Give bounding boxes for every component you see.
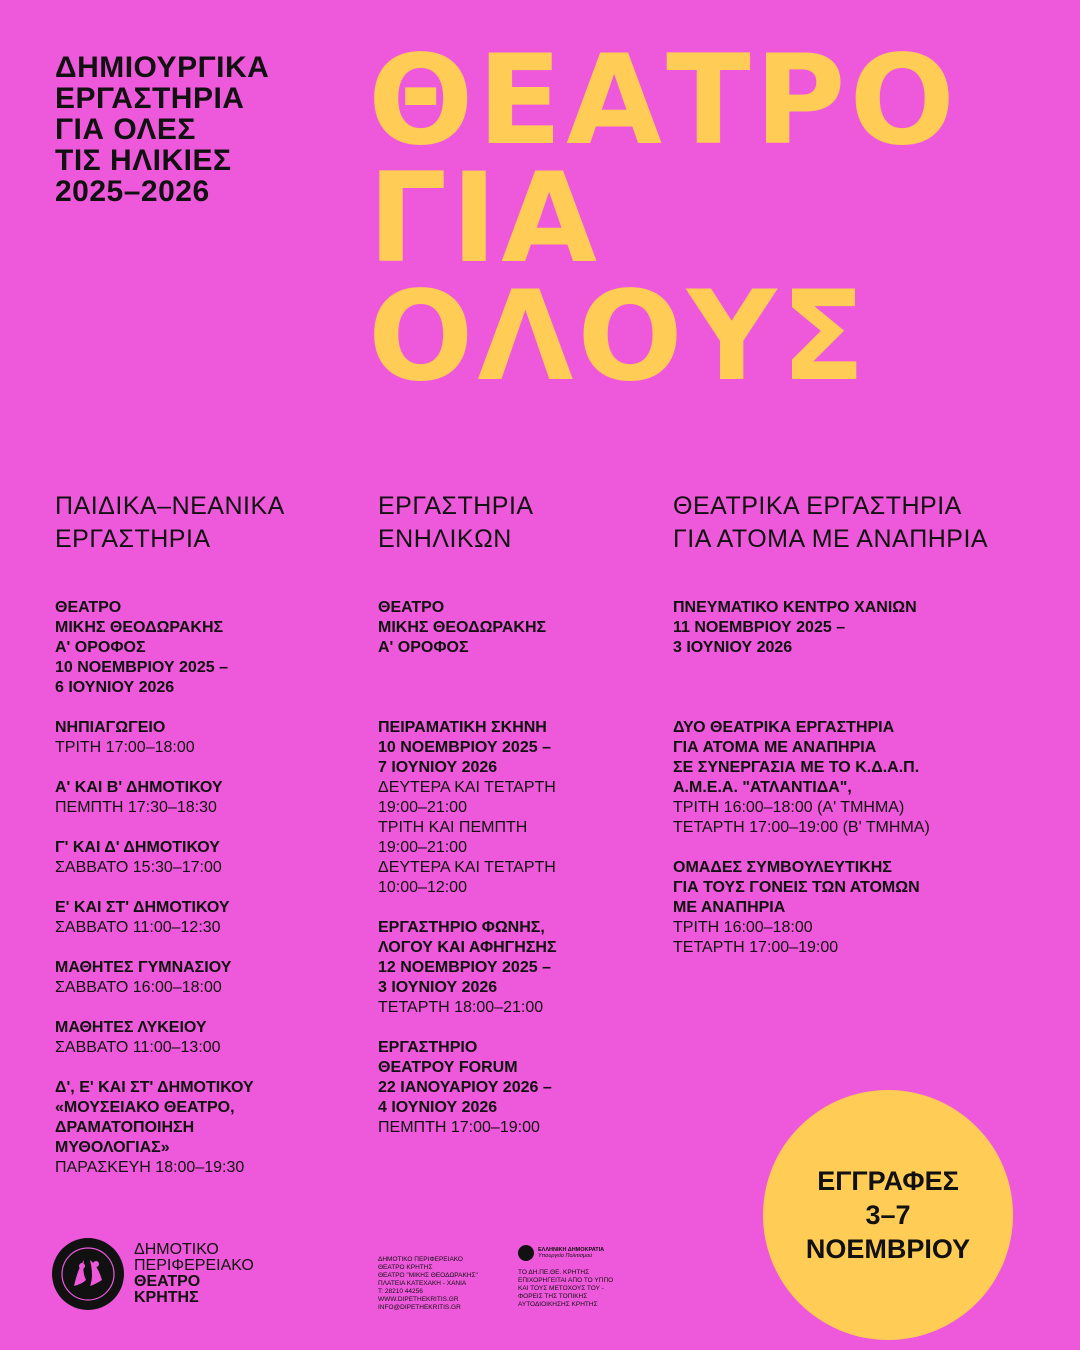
- venue-line: ΘΕΑΤΡΟ: [55, 599, 122, 616]
- workshop-time: ΤΕΤΑΡΤΗ 18:00–21:00: [378, 999, 544, 1016]
- contact-line: ΘΕΑΤΡΟ "ΜΙΚΗΣ ΘΕΟΔΩΡΑΚΗΣ": [378, 1272, 478, 1279]
- sponsor-line: ΤΟ ΔΗ.ΠΕ.ΘΕ. ΚΡΗΤΗΣ: [518, 1269, 590, 1276]
- adult-workshops-column: [378, 490, 658, 1158]
- group-name: ΔΡΑΜΑΤΟΠΟΙΗΣΗ: [55, 1119, 195, 1136]
- theatre-logo: [52, 1238, 254, 1310]
- schedule-item: [55, 778, 355, 818]
- column-heading: [673, 490, 1053, 556]
- ministry-label: Υπουργείο Πολιτισμού: [538, 1253, 593, 1259]
- sponsor-line: ΚΑΙ ΤΟΥΣ ΜΕΤΟΧΟΥΣ ΤΟΥ -: [518, 1285, 604, 1292]
- contact-line: Τ: 28210 44256: [378, 1288, 423, 1295]
- registration-badge: [763, 1090, 1013, 1340]
- workshop-title: ΓΙΑ ΤΟΥΣ ΓΟΝΕΙΣ ΤΩΝ ΑΤΟΜΩΝ: [673, 879, 920, 896]
- workshop-title: ΟΜΑΔΕΣ ΣΥΜΒΟΥΛΕΥΤΙΚΗΣ: [673, 859, 892, 876]
- column-heading: [55, 490, 355, 556]
- logo-wordmark: [134, 1242, 254, 1306]
- heading-line: ΠΑΙΔΙΚΑ–ΝΕΑΝΙΚΑ: [55, 492, 285, 520]
- children-workshops-column: [55, 490, 355, 1198]
- venue-line: 6 ΙΟΥΝΙΟΥ 2026: [55, 679, 175, 696]
- badge-line: 3–7: [865, 1200, 911, 1230]
- badge-line: ΕΓΓΡΑΦΕΣ: [817, 1166, 959, 1196]
- workshop-title: ΛΟΓΟΥ ΚΑΙ ΑΦΗΓΗΣΗΣ: [378, 939, 557, 956]
- group-name: ΜΑΘΗΤΕΣ ΓΥΜΝΑΣΙΟΥ: [55, 959, 232, 976]
- schedule-item: [55, 958, 355, 998]
- workshop-time: ΔΕΥΤΕΡΑ ΚΑΙ ΤΕΤΑΡΤΗ: [378, 859, 556, 876]
- schedule-item: [378, 718, 658, 898]
- workshop-time: 19:00–21:00: [378, 839, 467, 856]
- venue-line: 3 ΙΟΥΝΙΟΥ 2026: [673, 639, 793, 656]
- group-time: ΣΑΒΒΑΤΟ 11:00–12:30: [55, 919, 221, 936]
- group-time: ΣΑΒΒΑΤΟ 15:30–17:00: [55, 859, 222, 876]
- workshop-title: 12 ΝΟΕΜΒΡΙΟΥ 2025 –: [378, 959, 551, 976]
- title-line: ΘΕΑΤΡΟ: [368, 29, 959, 173]
- venue-line: ΜΙΚΗΣ ΘΕΟΔΩΡΑΚΗΣ: [55, 619, 224, 636]
- theatre-emblem-icon: [52, 1238, 124, 1310]
- logo-line: ΚΡΗΤΗΣ: [134, 1289, 199, 1306]
- poster-title: [368, 29, 959, 409]
- group-time: ΠΑΡΑΣΚΕΥΗ 18:00–19:30: [55, 1159, 245, 1176]
- sponsor-line: ΕΠΙΧΟΡΗΓΕΙΤΑΙ ΑΠΟ ΤΟ ΥΠΠΟ: [518, 1277, 614, 1284]
- group-name: Γ' ΚΑΙ Δ' ΔΗΜΟΤΙΚΟΥ: [55, 839, 220, 856]
- workshop-title: 22 ΙΑΝΟΥΑΡΙΟΥ 2026 –: [378, 1079, 552, 1096]
- logo-line: ΠΕΡΙΦΕΡΕΙΑΚΟ: [134, 1257, 254, 1274]
- group-time: ΠΕΜΠΤΗ 17:30–18:30: [55, 799, 217, 816]
- republic-name: ΕΛΛΗΝΙΚΗ ΔΗΜΟΚΡΑΤΙΑ: [538, 1247, 605, 1253]
- subtitle-line: ΕΡΓΑΣΤΗΡΙΑ: [55, 82, 245, 115]
- schedule-item: [55, 1078, 355, 1178]
- venue-line: 11 ΝΟΕΜΒΡΙΟΥ 2025 –: [673, 619, 846, 636]
- workshop-title: 10 ΝΟΕΜΒΡΙΟΥ 2025 –: [378, 739, 551, 756]
- greek-seal-icon: [518, 1245, 534, 1261]
- schedule-item: [378, 1038, 658, 1138]
- group-name: ΝΗΠΙΑΓΩΓΕΙΟ: [55, 719, 166, 736]
- badge-line: ΝΟΕΜΒΡΙΟΥ: [805, 1234, 971, 1264]
- title-line: ΟΛΟΥΣ: [368, 265, 870, 409]
- workshop-title: ΘΕΑΤΡΟΥ FORUM: [378, 1059, 518, 1076]
- subtitle-line: ΤΙΣ ΗΛΙΚΙΕΣ: [55, 144, 232, 177]
- venue-line: ΠΝΕΥΜΑΤΙΚΟ ΚΕΝΤΡΟ ΧΑΝΙΩΝ: [673, 599, 917, 616]
- workshop-time: ΤΕΤΑΡΤΗ 17:00–19:00 (Β' ΤΜΗΜΑ): [673, 819, 930, 836]
- workshop-title: 7 ΙΟΥΝΙΟΥ 2026: [378, 759, 498, 776]
- group-time: ΣΑΒΒΑΤΟ 11:00–13:00: [55, 1039, 221, 1056]
- group-time: ΤΡΙΤΗ 17:00–18:00: [55, 739, 195, 756]
- venue-block: [55, 598, 355, 698]
- column-heading: [378, 490, 658, 556]
- workshop-title: Α.Μ.Ε.Α. "ΑΤΛΑΝΤΙΔΑ",: [673, 779, 852, 796]
- subtitle-line: ΓΙΑ ΟΛΕΣ: [55, 113, 196, 146]
- schedule-item: [55, 718, 355, 758]
- group-name: Ε' ΚΑΙ ΣΤ' ΔΗΜΟΤΙΚΟΥ: [55, 899, 230, 916]
- contact-line[interactable]: INFO@DIPETHEKRITIS.GR: [378, 1304, 461, 1311]
- venue-line: Α' ΟΡΟΦΟΣ: [378, 639, 469, 656]
- workshop-title: 3 ΙΟΥΝΙΟΥ 2026: [378, 979, 498, 996]
- workshop-time: ΤΡΙΤΗ ΚΑΙ ΠΕΜΠΤΗ: [378, 819, 528, 836]
- workshop-title: ΕΡΓΑΣΤΗΡΙΟ ΦΩΝΗΣ,: [378, 919, 545, 936]
- sponsor-text: [518, 1269, 613, 1309]
- heading-line: ΘΕΑΤΡΙΚΑ ΕΡΓΑΣΤΗΡΙΑ: [673, 492, 962, 520]
- workshop-title: ΣΕ ΣΥΝΕΡΓΑΣΙΑ ΜΕ ΤΟ Κ.Δ.Α.Π.: [673, 759, 920, 776]
- group-name: Δ', Ε' ΚΑΙ ΣΤ' ΔΗΜΟΤΙΚΟΥ: [55, 1079, 254, 1096]
- workshop-time: 10:00–12:00: [378, 879, 467, 896]
- poster-subtitle: [55, 52, 269, 207]
- group-time: ΣΑΒΒΑΤΟ 16:00–18:00: [55, 979, 222, 996]
- group-name: ΜΑΘΗΤΕΣ ΛΥΚΕΙΟΥ: [55, 1019, 207, 1036]
- schedule-item: [55, 1018, 355, 1058]
- logo-line: ΘΕΑΤΡΟ: [134, 1273, 201, 1290]
- group-name: Α' ΚΑΙ Β' ΔΗΜΟΤΙΚΟΥ: [55, 779, 223, 796]
- group-name: ΜΥΘΟΛΟΓΙΑΣ»: [55, 1139, 170, 1156]
- workshop-title: ΓΙΑ ΑΤΟΜΑ ΜΕ ΑΝΑΠΗΡΙΑ: [673, 739, 877, 756]
- schedule-item: [673, 718, 1053, 838]
- contact-line: ΘΕΑΤΡΟ ΚΡΗΤΗΣ: [378, 1264, 433, 1271]
- sponsor-line: ΦΟΡΕΙΣ ΤΗΣ ΤΟΠΙΚΗΣ: [518, 1293, 588, 1300]
- workshop-title: ΕΡΓΑΣΤΗΡΙΟ: [378, 1039, 478, 1056]
- workshop-title: 4 ΙΟΥΝΙΟΥ 2026: [378, 1099, 498, 1116]
- workshop-time: ΤΕΤΑΡΤΗ 17:00–19:00: [673, 939, 839, 956]
- sponsor-block: [518, 1245, 613, 1309]
- logo-line: ΔΗΜΟΤΙΚΟ: [134, 1241, 219, 1258]
- schedule-item: [55, 838, 355, 878]
- venue-block: [673, 598, 1053, 658]
- venue-line: ΘΕΑΤΡΟ: [378, 599, 445, 616]
- contact-line: ΠΛΑΤΕΙΑ ΚΑΤΕΧΑΚΗ - ΧΑΝΙΑ: [378, 1280, 467, 1287]
- workshop-time: 19:00–21:00: [378, 799, 467, 816]
- venue-block: [378, 598, 658, 658]
- subtitle-line: 2025–2026: [55, 175, 210, 208]
- workshop-title: ΜΕ ΑΝΑΠΗΡΙΑ: [673, 899, 786, 916]
- workshop-title: ΔΥΟ ΘΕΑΤΡΙΚΑ ΕΡΓΑΣΤΗΡΙΑ: [673, 719, 895, 736]
- schedule-item: [673, 858, 1053, 958]
- workshop-time: ΤΡΙΤΗ 16:00–18:00: [673, 919, 813, 936]
- schedule-item: [378, 918, 658, 1018]
- heading-line: ΕΡΓΑΣΤΗΡΙΑ: [378, 492, 534, 520]
- ministry-logo: [518, 1245, 613, 1261]
- group-name: «ΜΟΥΣΕΙΑΚΟ ΘΕΑΤΡΟ,: [55, 1099, 235, 1116]
- contact-line: ΔΗΜΟΤΙΚΟ ΠΕΡΙΦΕΡΕΙΑΚΟ: [378, 1256, 463, 1263]
- subtitle-line: ΔΗΜΙΟΥΡΓΙΚΑ: [55, 51, 270, 84]
- contact-info: [378, 1256, 478, 1312]
- workshop-time: ΠΕΜΠΤΗ 17:00–19:00: [378, 1119, 540, 1136]
- title-line: ΓΙΑ: [368, 147, 602, 291]
- venue-line: ΜΙΚΗΣ ΘΕΟΔΩΡΑΚΗΣ: [378, 619, 547, 636]
- heading-line: ΕΝΗΛΙΚΩΝ: [378, 525, 512, 553]
- contact-line[interactable]: WWW.DIPETHEKRITIS.GR: [378, 1296, 459, 1303]
- heading-line: ΕΡΓΑΣΤΗΡΙΑ: [55, 525, 211, 553]
- schedule-item: [55, 898, 355, 938]
- disability-workshops-column: [673, 490, 1053, 978]
- venue-line: 10 ΝΟΕΜΒΡΙΟΥ 2025 –: [55, 659, 228, 676]
- venue-line: Α' ΟΡΟΦΟΣ: [55, 639, 146, 656]
- heading-line: ΓΙΑ ΑΤΟΜΑ ΜΕ ΑΝΑΠΗΡΙΑ: [673, 525, 989, 553]
- workshop-title: ΠΕΙΡΑΜΑΤΙΚΗ ΣΚΗΝΗ: [378, 719, 547, 736]
- workshop-time: ΤΡΙΤΗ 16:00–18:00 (Α' ΤΜΗΜΑ): [673, 799, 905, 816]
- workshop-time: ΔΕΥΤΕΡΑ ΚΑΙ ΤΕΤΑΡΤΗ: [378, 779, 556, 796]
- sponsor-line: ΑΥΤΟΔΙΟΙΚΗΣΗΣ ΚΡΗΤΗΣ: [518, 1301, 598, 1308]
- ministry-name: [538, 1247, 604, 1259]
